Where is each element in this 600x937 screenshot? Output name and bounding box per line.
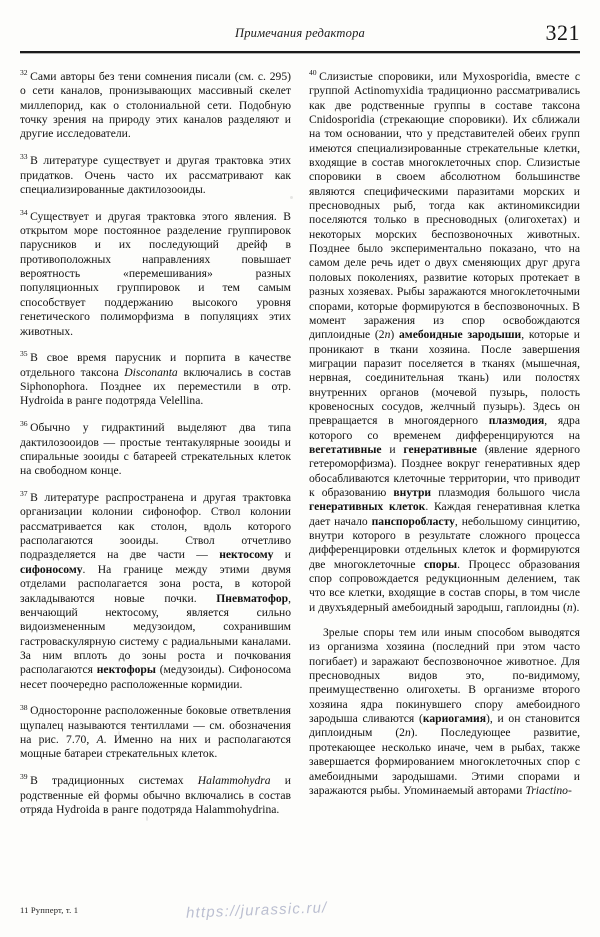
footnote-text: , венчающий нектосому, является сильно видоизмененным медузоидом, сохранившим гастроваскулярную систему с радиальными каналами. За ним вплоть до зоны роста и почкования располагаются: [20, 591, 291, 677]
page-number: 321: [545, 20, 580, 45]
taxon-name: Hydroida: [20, 394, 64, 408]
term-emphasis: плазмодия: [488, 414, 545, 428]
ploidy-symbol: n: [566, 600, 573, 614]
term-emphasis: вегетативные: [309, 442, 382, 456]
running-head-title: Примечания редактора: [234, 26, 365, 40]
footnote-text: . На границе между этими двумя отделами располагается зона роста, в которой закладываются новые почки.: [20, 562, 291, 605]
body-columns: [20, 70, 580, 885]
footnote-text: и: [273, 548, 291, 562]
taxon-name: Actinomyxidia: [353, 84, 424, 98]
footnote-37: [20, 491, 291, 692]
footnote-marker: 33: [20, 152, 28, 162]
term-emphasis: споры: [423, 557, 458, 571]
footnote-marker: 36: [20, 419, 28, 429]
taxon-name: Triactino-: [525, 783, 572, 797]
term-emphasis: амебоидные зародыши: [399, 328, 522, 342]
taxon-name: Siphonophora: [20, 380, 86, 394]
footnote-text: . Процесс образования спор сопровождается редукционным делением, так что все клетки, входящие в состав споры, в том числе и двухъядерный амебоидный зародыш, гаплоидны (: [309, 557, 580, 614]
footnote-text: включались в состав: [177, 365, 291, 379]
taxon-name: Myxosporidia: [462, 70, 528, 83]
term-emphasis: кариогамия: [422, 712, 486, 726]
footnote-text: . Позднее их переместили в отр.: [85, 380, 291, 394]
footnote-text: и: [381, 442, 404, 456]
term-emphasis: нектосому: [219, 548, 274, 562]
footnote-38: [20, 704, 291, 761]
footnote-text: .: [276, 802, 280, 816]
footnote-text: В литературе существует и другая трактовка этих придатков. Очень часто их рассматривают как специализированные дактилозооиды.: [20, 154, 291, 196]
footnote-text: Существует и другая трактовка этого явления. В открытом море постоянное разделение группировок парусников и их последующий дрейф в противоположных направлениях повышает вероятность «перемешивания» разных популяционных группировок и тем самым способствует поддержанию высокого уровня генетического полиморфизма в популяциях этих животных.: [20, 209, 291, 338]
left-column: [20, 70, 291, 885]
footnote-marker: 34: [20, 207, 28, 217]
footnote-text: Слизистые споровики, или: [319, 70, 463, 83]
taxon-name: Disconanta: [124, 365, 178, 379]
taxon-name: Hydroida: [56, 802, 100, 816]
footnote-text: (стрекающие споровики). Их сближали на том основании, что у представителей обеих групп имеются специализированные стрекательные клетки, входящие в состав многоклеточных спор. Слизистые споровики в своем абсолютном большинстве являются специфическими паразитами морских и пресноводных рыб, тогда как актиномиксидии поселяются только в пресноводных (олигохетах) и некоторых морских беспозвоночных животных. Позднее было экспериментально показано, что на самом деле речь идет о двух сменяющих друг друга половых поколениях, развитие которых протекает в разных хозяевах. Рыбы заражаются многоклеточными спорами, которые формируются в беспозвоночных. В момент заражения из спор освобождаются диплоидные (2: [309, 113, 580, 342]
taxon-name: Halammohydrina: [195, 802, 277, 816]
taxon-name: Cnidosporidia: [309, 113, 375, 127]
footnote-text: . Именно на них и располагаются мощные батареи стрекательных клеток.: [20, 733, 291, 761]
footnote-text: В литературе распространена и другая трактовка организации колонии сифонофор. Ствол колонии рассматривается как столон, вдоль которого располагаются зооиды. Ствол отчетливо подразделяется на две части —: [20, 491, 291, 562]
footnote-text: плазмодия большого числа: [431, 485, 580, 499]
footnote-text: традиционно рассматривались как две родственные группы в составе таксона: [309, 84, 580, 112]
paragraph-text: ), и он становится диплоидным (2: [309, 712, 580, 740]
footnote-34: [20, 207, 291, 339]
footnote-40: [309, 70, 580, 615]
footnote-marker: 40: [309, 68, 317, 78]
footnote-text: ): [390, 328, 399, 342]
footnote-marker: 38: [20, 702, 28, 712]
footnote-text: , вместе с группой: [309, 70, 580, 98]
term-emphasis: сифоносому: [20, 562, 83, 576]
term-emphasis: генеративные: [403, 442, 477, 456]
term-emphasis: Пневматофор: [216, 591, 289, 605]
footnote-marker: 32: [20, 68, 28, 78]
ploidy-symbol: n: [404, 726, 411, 740]
footnote-40-continuation: [309, 626, 580, 798]
footnote-marker: 35: [20, 349, 28, 359]
figure-part-label: А: [96, 733, 104, 747]
footnote-text: . Каждая генеративная клетка дает начало: [309, 500, 580, 528]
header-divider: [20, 51, 580, 53]
footnote-text: В свое время парусник и порпита в качестве отдельного таксона: [20, 351, 291, 379]
footnote-text: .: [200, 394, 204, 408]
footnote-text: (явление ядерного гетероморфизма). Позднее вокруг генеративных ядер обосабливаются клеточные территории, что приводит к образованию: [309, 442, 581, 499]
taxon-name: Halammohydra: [197, 774, 271, 788]
paragraph-text: ). Последующее развитие, протекающее несколько иначе, чем в рыбах, также завершается формированием многоклеточных спор с амебоидными зародышами. Этими спорами и заражаются рыбы. Упоминаемый авторами: [309, 726, 580, 797]
footnote-text: Обычно у гидрактиний выделяют два типа дактилозооидов — простые тентакулярные зооиды и спиральные зооиды с батареей стрекательных клеток на свободном конце.: [20, 421, 291, 478]
footnote-text: , небольшому синцитию, внутри которого в результате сложного процесса дифференцировки отдельных клеток и формируются две многоклеточные: [309, 514, 580, 571]
term-emphasis: нектофоры: [96, 663, 156, 677]
ploidy-symbol: n: [384, 328, 391, 342]
footnote-32: [20, 70, 291, 142]
footnote-marker: 37: [20, 489, 28, 499]
footnote-text: в ранге подотряда: [63, 394, 160, 408]
footnote-text: ).: [572, 600, 580, 614]
signature-line: 11 Рупперт, т. 1: [20, 905, 79, 915]
footnote-35: [20, 351, 291, 408]
footnote-text: , которые и проникают в ткани хозяина. После завершения миграции паразит поселяется в тканях (мышечная, нервная, соединительная ткань) или полостях внутренних органов (мочевой пузырь, полость кровеносных сосудов, желчный пузырь). Здесь он превращается в многоядерного: [309, 328, 581, 428]
term-emphasis: генеративных клеток: [309, 500, 426, 514]
footnote-text: Сами авторы без тени сомнения писали (см. с. 295) о сети каналов, пронизывающих массивный скелет миллепорид, как о столониальной сети. Подобную точку зрения на природу этих каналов разделяют и другие исследователи.: [20, 70, 291, 141]
paragraph-text: Зрелые споры тем или иным способом выводятся из организма хозяина (последний при этом часто погибает) и заражают беспозвоночное животное. Для пресноводных видов это, по-видимому, преимущественно олигохеты. В организме второго хозяина ядра покинувшего спору амебоидного зародыша сливаются (: [309, 626, 580, 726]
watermark: https://jurassic.ru/: [185, 899, 328, 922]
footnote-text: в ранге подотряда: [99, 802, 196, 816]
footnote-text: (медузоиды). Сифоносома несет поочередно расположенные кормидии.: [20, 663, 291, 691]
footnote-36: [20, 421, 291, 478]
footnote-text: , ядра которого со временем дифференцируются на: [309, 414, 580, 442]
taxon-name: Velellina: [159, 394, 201, 408]
footnote-text: В традиционных системах: [30, 774, 198, 788]
footnote-text: и родственные ей формы обычно включались в состав отряда: [20, 774, 291, 816]
footnote-marker: 39: [20, 772, 28, 782]
right-column: [309, 70, 580, 885]
term-emphasis: панспоробласту: [371, 514, 455, 528]
term-emphasis: внутри: [393, 485, 432, 499]
footnote-33: [20, 154, 291, 197]
footnote-39: [20, 774, 291, 817]
footnote-text: Односторонне расположенные боковые ответвления щупалец называются тентиллами — см. обозначения на рис. 7.70,: [20, 704, 291, 747]
running-head: [20, 20, 580, 56]
